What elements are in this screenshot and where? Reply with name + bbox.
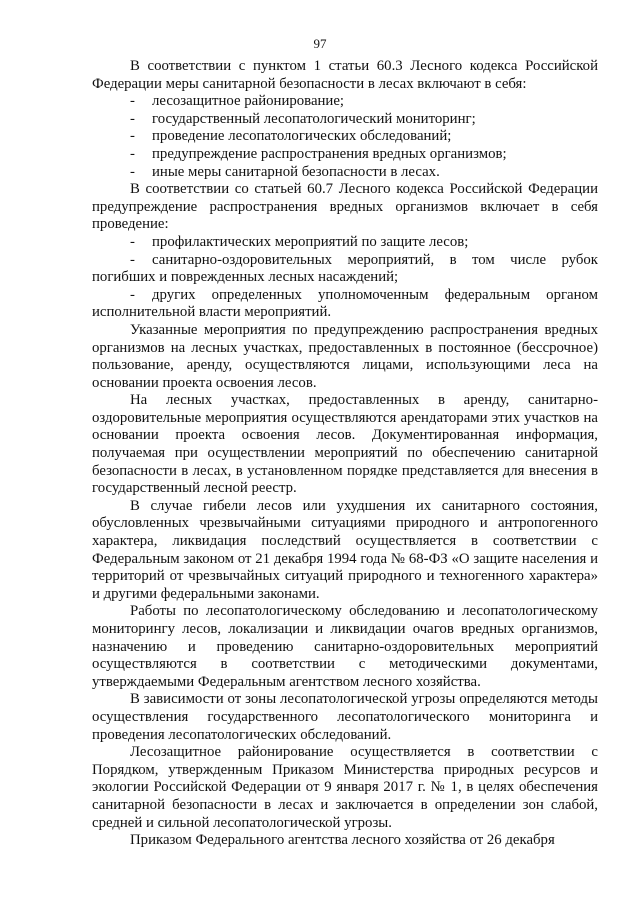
list-item: - проведение лесопатологических обследований;: [130, 128, 452, 145]
list-item: - профилактических мероприятий по защите лесов;: [130, 233, 469, 250]
paragraph-5: В случае гибели лесов или ухудшения их санитарного состояния, обусловленных чрезвычайными ситуациями природного и антропогенного характера, ликвидация последствий осуществляется в соответствии с Федеральным законом от 21 декабря 1994 года № 68-ФЗ «О защите населения и территорий от чрезвычайных ситуаций природного и техногенного характера» и другими федеральными законами.: [92, 497, 598, 602]
dash-bullet-icon: -: [130, 93, 135, 110]
paragraph-8: Лесозащитное районирование осуществляется в соответствии с Порядком, утвержденным Приказом Министерства природных ресурсов и экологии Российской Федерации от 9 января 2017 г. № 1, в целях обеспечения санитарной безопасности в лесах и заключается в определении зон слабой, средней и сильной лесопатологической угрозы.: [92, 744, 598, 831]
paragraph-4: На лесных участках, предоставленных в аренду, санитарно-оздоровительные мероприятия осуществляются арендаторами этих участков на основании проекта освоения лесов. Документированная информация, получаемая при осуществлении мероприятий по обеспечению санитарной безопасности в лесах, в установленном порядке представляется для внесения в государственный лесной реестр.: [92, 392, 598, 497]
dash-bullet-icon: -: [130, 128, 135, 145]
list-item: - лесозащитное районирование;: [130, 93, 345, 110]
paragraph-7: В зависимости от зоны лесопатологической угрозы определяются методы осуществления государственного лесопатологического мониторинга и проведения лесопатологических обследований.: [92, 691, 598, 743]
paragraph-1: В соответствии с пунктом 1 статьи 60.3 Лесного кодекса Российской Федерации меры санитарной безопасности в лесах включают в себя:: [92, 58, 598, 92]
list-item: - предупреждение распространения вредных организмов;: [130, 145, 507, 162]
dash-bullet-icon: -: [130, 145, 135, 162]
list-prevention-measures: [92, 234, 598, 322]
list-sanitary-measures: [92, 93, 598, 181]
list-item: - государственный лесопатологический мониторинг;: [130, 110, 476, 127]
document-body: [92, 58, 598, 850]
dash-bullet-icon: -: [130, 163, 135, 180]
page-number: 97: [313, 36, 327, 51]
list-item: - других определенных уполномоченным федеральным органом исполнительной власти мероприятий.: [92, 286, 598, 321]
list-item: - санитарно-оздоровительных мероприятий, в том числе рубок погибших и поврежденных лесных насаждений;: [92, 251, 598, 286]
paragraph-2: В соответствии со статьей 60.7 Лесного кодекса Российской Федерации предупреждение распространения вредных организмов включает в себя проведение:: [92, 181, 598, 233]
dash-bullet-icon: -: [130, 251, 135, 268]
paragraph-3: Указанные мероприятия по предупреждению распространения вредных организмов на лесных участках, предоставленных в постоянное (бессрочное) пользование, аренду, осуществляются лицами, использующими леса на основании проекта освоения лесов.: [92, 321, 598, 391]
dash-bullet-icon: -: [130, 110, 135, 127]
paragraph-9: Приказом Федерального агентства лесного хозяйства от 26 декабря: [130, 832, 555, 849]
dash-bullet-icon: -: [130, 233, 135, 250]
dash-bullet-icon: -: [130, 286, 135, 303]
paragraph-6: Работы по лесопатологическому обследованию и лесопатологическому мониторингу лесов, локализации и ликвидации очагов вредных организмов, назначению и проведению санитарно-оздоровительных мероприятий осуществляются в соответствии с методическими документами, утверждаемыми Федеральным агентством лесного хозяйства.: [92, 603, 598, 690]
list-item: - иные меры санитарной безопасности в лесах.: [130, 163, 440, 180]
